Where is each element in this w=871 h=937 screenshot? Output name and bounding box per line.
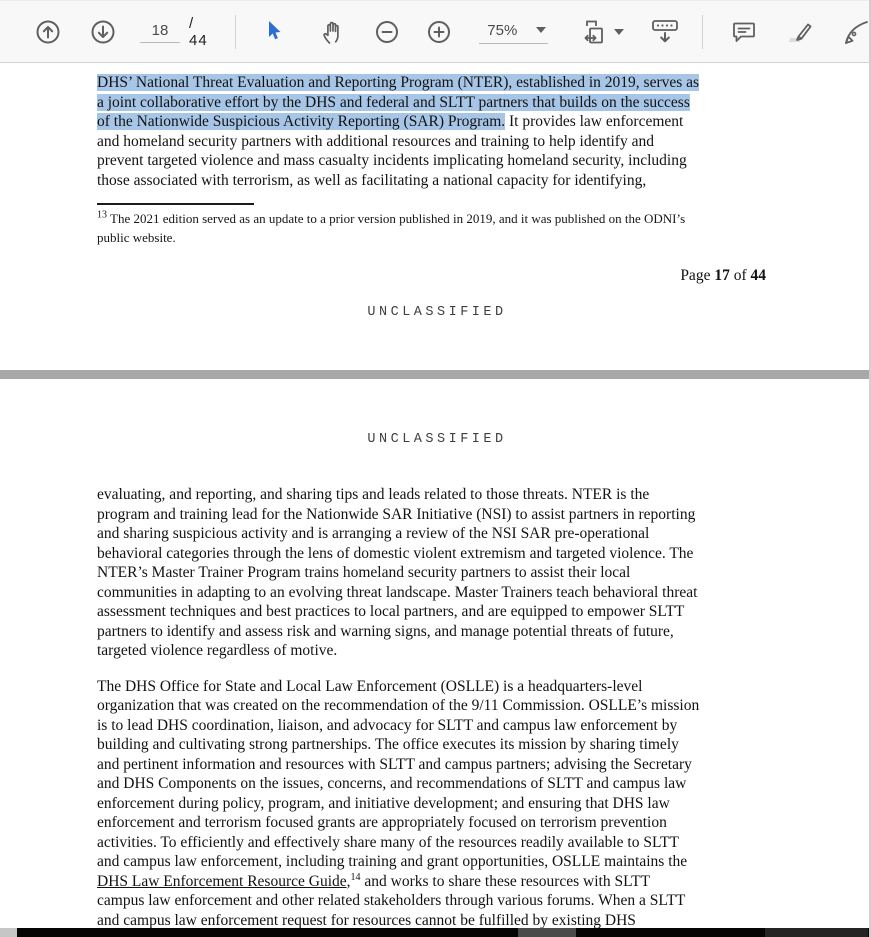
text-run: prevent targeted violence and mass casualty incidents implicating homeland security, including <box>97 152 687 169</box>
text-line <box>97 132 787 152</box>
chevron-down-icon <box>536 27 546 33</box>
chevron-down-icon <box>614 29 624 35</box>
text-line <box>97 563 787 583</box>
taskbar-segment <box>518 928 576 937</box>
footnote-separator <box>97 203 254 205</box>
taskbar-edge <box>0 928 871 937</box>
document-link[interactable]: DHS Law Enforcement Resource Guide, <box>97 872 351 890</box>
highlight-button[interactable] <box>785 17 815 47</box>
text-line <box>97 171 787 191</box>
page-label-current: 17 <box>714 267 730 284</box>
body-paragraph-1 <box>97 485 787 661</box>
toolbar-divider <box>235 15 236 49</box>
pdf-page-17 <box>97 63 787 323</box>
classification-banner: UNCLASSIFIED <box>367 432 507 447</box>
text-run: evaluating, and reporting, and sharing tips and leads related to those threats. NTER is the <box>97 486 650 503</box>
previous-page-button[interactable] <box>33 17 63 47</box>
footnote-text <box>97 209 787 247</box>
text-line <box>97 735 787 755</box>
text-line <box>97 891 787 911</box>
comment-button[interactable] <box>730 18 758 46</box>
fill-sign-button[interactable] <box>841 17 871 47</box>
text-line <box>97 833 787 853</box>
select-cursor-icon <box>259 18 287 46</box>
zoom-in-icon <box>425 18 453 46</box>
text-run: assessment techniques and best practices to local partners, and are equipped to empower SLTT <box>97 603 685 620</box>
hide-toolbar-icon <box>648 16 682 48</box>
body-paragraph-2 <box>97 677 787 931</box>
text-line <box>97 852 787 872</box>
text-line <box>97 696 787 716</box>
page-number-label <box>97 267 766 287</box>
text-line <box>97 755 787 775</box>
hand-tool-icon <box>317 17 347 47</box>
text-run: partners to identify and assess risk and warning signs, and manage potential threats of future, <box>97 622 674 640</box>
page-break-separator <box>0 370 871 379</box>
highlighted-paragraph <box>97 63 787 190</box>
taskbar-corner <box>0 928 17 937</box>
text-line <box>97 813 787 833</box>
text-line <box>97 228 787 247</box>
text-run: program and training lead for the Nationwide SAR Initiative (NSI) to assist partners in reporting <box>97 505 696 523</box>
text-run: and works to share these resources with SLTT <box>360 872 651 890</box>
footnote-reference: 14 <box>350 871 361 883</box>
text-line <box>97 774 787 794</box>
hide-toolbar-button[interactable] <box>648 16 682 48</box>
text-line <box>97 73 787 93</box>
text-run: and pertinent information and resources with SLTT and campus partners; advising the Secretary <box>97 755 692 773</box>
text-run: The 2021 edition served as an update to a prior version published in 2019, and it was published on the ODNI’s <box>107 211 686 226</box>
text-line <box>97 505 787 525</box>
text-line <box>97 622 787 642</box>
page-fit-button[interactable] <box>580 17 624 47</box>
text-selection-highlight: a joint collaborative effort by the DHS and federal and SLTT partners that builds on the success <box>97 93 690 111</box>
toolbar-divider <box>702 15 703 49</box>
text-run: and homeland security partners with additional resources and training to help identify and <box>97 132 654 150</box>
text-line <box>97 209 787 228</box>
text-line <box>97 794 787 814</box>
text-run: targeted violence regardless of motive. <box>97 642 338 659</box>
text-line <box>97 872 787 892</box>
text-run: organization that was created on the recommendation of the 9/11 Commission. OSLLE’s mission <box>97 697 700 714</box>
text-line <box>97 151 787 171</box>
page-label-total: 44 <box>750 267 766 284</box>
fill-sign-pen-icon <box>841 17 871 47</box>
text-line <box>97 485 787 505</box>
zoom-in-button[interactable] <box>425 18 453 46</box>
text-run: those associated with terrorism, as well as facilitating a national capacity for identifying, <box>97 171 647 189</box>
page-down-icon <box>88 17 118 47</box>
text-line <box>97 112 787 132</box>
zoom-out-button[interactable] <box>373 18 401 46</box>
page-count-label: / 44 <box>189 14 208 49</box>
text-line <box>97 641 787 661</box>
select-tool-button[interactable] <box>259 18 287 46</box>
zoom-level-value: 75% <box>487 21 518 39</box>
zoom-level-dropdown[interactable] <box>479 20 548 44</box>
text-run: enforcement and terrorism focused grants are appropriately focused on terrorism prevention <box>97 814 667 831</box>
text-run: behavioral categories through the lens of domestic violent extremism and targeted violence. The <box>97 544 694 562</box>
document-viewport[interactable] <box>0 63 871 930</box>
text-run: enforcement during policy, program, and initiative development; and ensuring that DHS law <box>97 794 670 812</box>
text-run: The DHS Office for State and Local Law Enforcement (OSLLE) is a headquarters-level <box>97 677 643 695</box>
text-selection-highlight: of the Nationwide Suspicious Activity Reporting (SAR) Program. <box>97 113 506 130</box>
text-run: is to lead DHS coordination, liaison, and advocacy for SLTT and campus law enforcement by <box>97 716 678 734</box>
fit-width-icon <box>580 17 610 47</box>
text-selection-highlight: DHS’ National Threat Evaluation and Reporting Program (NTER), established in 2019, serves as <box>97 74 700 91</box>
next-page-button[interactable] <box>88 17 118 47</box>
pdf-page-18 <box>97 432 787 930</box>
page-label-prefix: Page <box>680 267 715 284</box>
text-line <box>97 602 787 622</box>
text-run: campus law enforcement and other related stakeholders through various forums. When a SLTT <box>97 892 686 909</box>
text-run: It provides law enforcement <box>505 113 684 130</box>
text-run: communities in adapting to an evolving threat landscape. Master Trainers teach behavioral threat <box>97 583 698 601</box>
text-run: and sharing suspicious activity and is arranging a review of the NSI SAR pre-operational <box>97 525 650 542</box>
page-label-mid: of <box>729 267 751 284</box>
pdf-toolbar <box>0 0 871 63</box>
classification-banner: UNCLASSIFIED <box>367 305 507 320</box>
hand-tool-button[interactable] <box>317 17 347 47</box>
text-run: NTER’s Master Trainer Program trains homeland security partners to assist their local <box>97 564 631 581</box>
text-line <box>97 583 787 603</box>
text-line <box>97 544 787 564</box>
zoom-out-icon <box>373 18 401 46</box>
text-run: building and cultivating strong partnerships. The office executes its mission by sharing timely <box>97 736 679 753</box>
text-run: activities. To efficiently and effectively share many of the resources readily available to SLTT <box>97 833 679 851</box>
text-run: and DHS Components on the issues, concerns, and recommendations of SLTT and campus law <box>97 775 687 792</box>
comment-icon <box>730 18 758 46</box>
text-run: and campus law enforcement request for resources cannot be fulfilled by existing DHS <box>97 911 636 929</box>
highlighter-icon <box>785 17 815 47</box>
taskbar-segment <box>765 928 868 937</box>
text-line <box>97 524 787 544</box>
page-up-icon <box>33 17 63 47</box>
text-run: and campus law enforcement, including training and grant opportunities, OSLLE maintains the <box>97 853 688 870</box>
text-line <box>97 677 787 697</box>
text-run: public website. <box>97 230 176 245</box>
page-number-input[interactable] <box>140 20 180 43</box>
footnote-reference: 13 <box>97 209 107 221</box>
text-line <box>97 716 787 736</box>
text-line <box>97 93 787 113</box>
